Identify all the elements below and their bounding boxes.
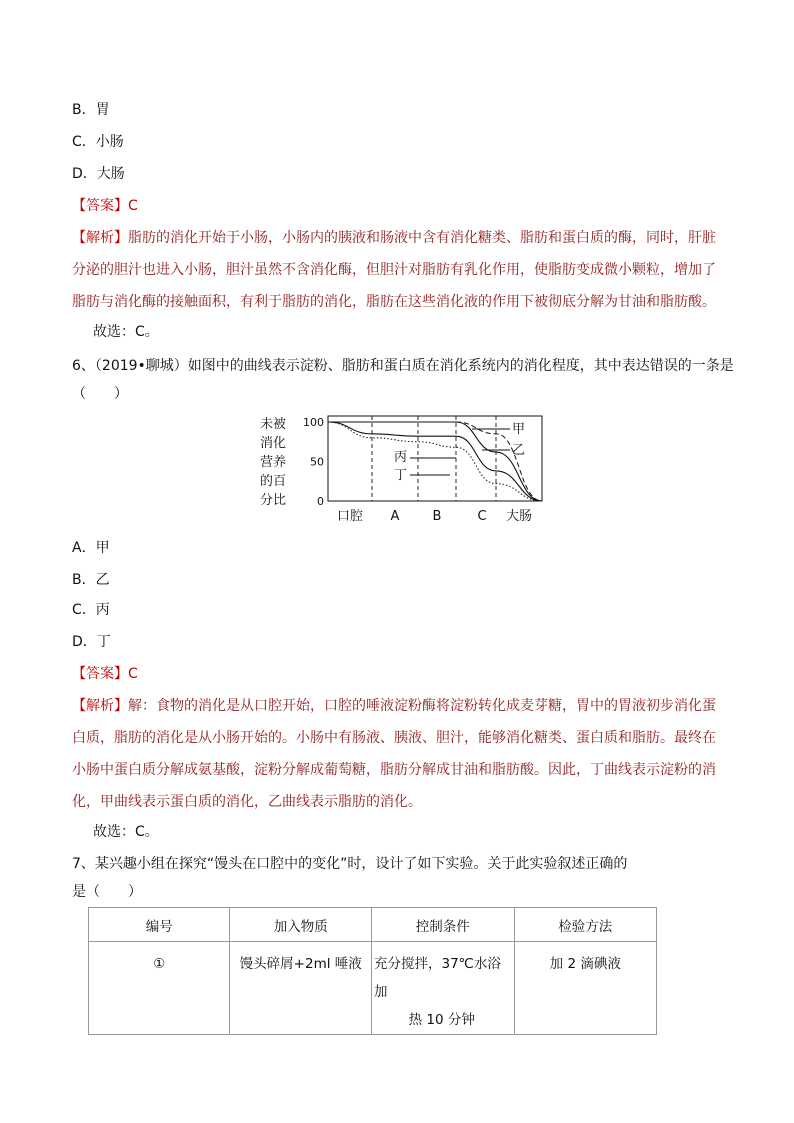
x-tick-label: 大肠 [505, 509, 533, 524]
series-line-丁 [328, 422, 542, 501]
question-stem-line-1: 6、（2019•聊城）如图中的曲线表示淀粉、脂肪和蛋白质在消化系统内的消化程度，其中表达错误的一条是 [72, 358, 734, 374]
question-stem-line-2: 是（ ） [72, 884, 142, 900]
series-line-乙 [328, 422, 542, 501]
y-axis-label: 的百 [260, 474, 287, 489]
answer-tag: 【答案】 [72, 198, 128, 214]
series-line-丙 [328, 422, 542, 501]
answer-value: C [128, 198, 138, 214]
y-tick-label: 50 [310, 455, 324, 469]
option-d: D．大肠 [72, 166, 125, 182]
y-axis-label: 未被 [260, 417, 287, 432]
analysis-line-3: 脂肪与消化酶的接触面积，有利于脂肪的消化，脂肪在这些消化液的作用下被彻底分解为甘油和脂肪酸。 [72, 294, 716, 310]
legend-label-丁: 丁 [394, 468, 408, 483]
analysis-tag: 【解析】 [72, 230, 128, 246]
header-condition: 控制条件 [372, 908, 515, 942]
experiment-table [88, 907, 657, 1035]
analysis-line-4: 化，甲曲线表示蛋白质的消化，乙曲线表示脂肪的消化。 [72, 794, 422, 810]
x-tick-label: C [477, 509, 487, 524]
header-test-method: 检验方法 [514, 908, 656, 942]
y-axis-label: 分比 [260, 493, 287, 508]
table-header-row [89, 908, 657, 942]
cell-condition [372, 942, 515, 1035]
option-b: B．胃 [72, 102, 110, 118]
y-axis-label: 营养 [260, 455, 287, 470]
y-tick-label: 0 [317, 495, 324, 508]
question-stem-line-1: 7、某兴趣小组在探究“馒头在口腔中的变化”时，设计了如下实验。关于此实验叙述正确的 [72, 856, 628, 872]
legend-label-甲: 甲 [512, 422, 526, 437]
conclusion: 故选：C。 [93, 824, 159, 840]
digestion-chart [260, 408, 550, 532]
cell-condition-line-2: 热 10 分钟 [408, 1012, 475, 1028]
y-tick-label: 100 [303, 416, 324, 429]
conclusion: 故选：C。 [93, 324, 159, 340]
question-stem-line-2: （ ） [72, 386, 128, 402]
header-number: 编号 [89, 908, 230, 942]
header-substance: 加入物质 [230, 908, 372, 942]
analysis-text: 脂肪的消化开始于小肠，小肠内的胰液和肠液中含有消化糖类、脂肪和蛋白质的酶，同时，肝脏 [128, 230, 716, 246]
analysis-line-1 [72, 696, 716, 716]
option-d: D．丁 [72, 634, 111, 650]
analysis-tag: 【解析】 [72, 698, 128, 714]
x-tick-label: A [390, 509, 400, 524]
analysis-line-3: 小肠中蛋白质分解成氨基酸，淀粉分解成葡萄糖，脂肪分解成甘油和脂肪酸。因此，丁曲线表示淀粉的消 [72, 762, 716, 778]
cell-substance: 馒头碎屑+2ml 唾液 [230, 942, 372, 1035]
y-axis-label: 消化 [260, 436, 287, 451]
analysis-line-1 [72, 228, 716, 248]
cell-number: ① [89, 942, 230, 1035]
table-row [89, 942, 657, 1035]
legend-label-乙: 乙 [512, 443, 526, 458]
x-tick-label: 口腔 [336, 509, 364, 524]
analysis-line-2: 白质，脂肪的消化是从小肠开始的。小肠中有肠液、胰液、胆汁，能够消化糖类、蛋白质和脂肪。最终在 [72, 730, 716, 746]
cell-test-method: 加 2 滴碘液 [514, 942, 656, 1035]
option-b: B．乙 [72, 572, 110, 588]
analysis-line-2: 分泌的胆汁也进入小肠，胆汁虽然不含消化酶，但胆汁对脂肪有乳化作用，使脂肪变成微小颗粒，增加了 [72, 262, 716, 278]
answer-line [72, 196, 138, 216]
answer-line [72, 664, 138, 684]
x-tick-label: B [432, 509, 442, 524]
option-c: C．小肠 [72, 134, 124, 150]
option-c: C．丙 [72, 602, 110, 618]
option-a: A．甲 [72, 540, 110, 556]
legend-label-丙: 丙 [394, 450, 408, 465]
series-line-甲 [328, 422, 542, 501]
answer-value: C [128, 666, 138, 682]
answer-tag: 【答案】 [72, 666, 128, 682]
analysis-text: 解：食物的消化是从口腔开始，口腔的唾液淀粉酶将淀粉转化成麦芽糖，胃中的胃液初步消化蛋 [128, 698, 716, 714]
cell-condition-line-1: 充分搅拌，37℃水浴加 [374, 956, 501, 1000]
